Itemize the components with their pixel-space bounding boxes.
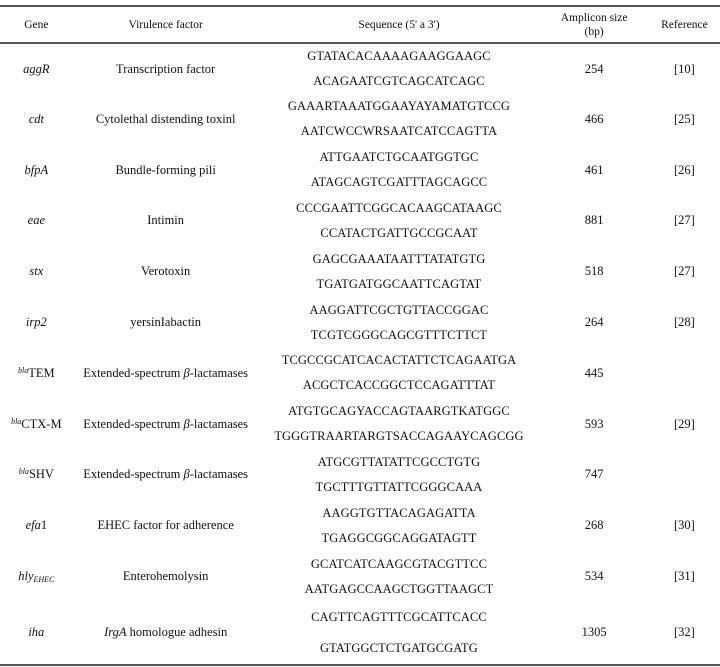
gene-name: TEM: [28, 365, 55, 380]
header-reference: Reference: [649, 6, 720, 43]
reverse-primer: ACAGAATCGTCAGCATCAGC: [313, 74, 485, 88]
table-row: [0, 602, 720, 665]
forward-primer: GAGCGAAATAATTTATATGTG: [312, 251, 486, 266]
forward-primer: AAGGATTCGCTGTTACCGGAC: [309, 302, 489, 317]
reverse-primer: CCATACTGATTGCCGCAAT: [320, 225, 478, 240]
virulence-factor-cell: [73, 399, 259, 450]
forward-primer: CAGTTCAGTTTCGCATTCACC: [311, 609, 487, 624]
table-row: [0, 145, 720, 196]
sequence-cell: [259, 297, 540, 348]
sequence-cell: [259, 43, 540, 94]
virulence-factor-text: Extended-spectrum: [83, 416, 184, 431]
virulence-factor-text: Enterohemolysin: [122, 569, 209, 584]
virulence-factor-cell: [73, 94, 259, 145]
reverse-primer: TCGTCGGGCAGCGTTTCTTCT: [310, 327, 488, 342]
virulence-factor-text: EHEC factor for adherence: [97, 518, 234, 533]
reverse-primer: AATCWCCWRSAATCATCCAGTTA: [300, 124, 498, 139]
amplicon-size-cell: 1305: [539, 602, 649, 665]
reference-cell: [30]: [674, 518, 695, 533]
table-row: [0, 246, 720, 297]
sequence-cell: [259, 145, 540, 196]
sequence-cell: [259, 246, 540, 297]
virulence-factor-text: Verotoxin: [140, 264, 191, 279]
reference-cell: [10]: [674, 61, 695, 76]
reference-cell: [29]: [674, 416, 695, 431]
gene-cell: [0, 399, 73, 450]
virulence-factor-suffix: -lactamases: [189, 365, 249, 380]
virulence-factor-suffix: -lactamases: [189, 416, 249, 431]
amplicon-size-cell: 445: [584, 365, 604, 380]
gene-name: efa: [25, 518, 41, 533]
header-amplicon-line1: Amplicon size: [560, 11, 628, 24]
virulence-factor-cell: [73, 43, 259, 94]
table-row: [0, 500, 720, 551]
amplicon-size-cell: 264: [584, 315, 604, 330]
sequence-cell: [259, 602, 540, 665]
amplicon-size-cell: 466: [584, 111, 604, 126]
reverse-primer: ACGCTCACCGGCTCCAGATTTAT: [302, 378, 496, 393]
reverse-primer: AATGAGCCAAGCTGGTTAAGCT: [304, 581, 494, 596]
virulence-factor-text: Cytolethal distending toxinl: [95, 111, 236, 126]
gene-cell: [0, 297, 73, 348]
virulence-factor-italic: β: [183, 416, 190, 431]
gene-cell: [0, 145, 73, 196]
reference-cell: [25]: [674, 111, 695, 126]
header-amplicon-size: [539, 6, 649, 43]
virulence-factor-cell: [73, 196, 259, 247]
reference-cell: [31]: [674, 569, 695, 584]
forward-primer: ATGCGTTATATTCGCCTGTG: [317, 454, 481, 469]
reference-cell: [27]: [674, 213, 695, 228]
table-row: [0, 196, 720, 247]
forward-primer: ATGTGCAGYACCAGTAARGTKATGGC: [288, 404, 510, 419]
amplicon-size-cell: 254: [584, 61, 604, 76]
header-sequence: Sequence (5' a 3'): [259, 6, 540, 43]
reverse-primer: ATAGCAGTCGATTTAGCAGCC: [310, 175, 488, 190]
virulence-factor-cell: [73, 145, 259, 196]
gene-cell: [0, 500, 73, 551]
reference-cell: [26]: [674, 162, 695, 177]
table-header: [0, 6, 720, 43]
reverse-primer: TGAGGCGGCAGGATAGTT: [321, 530, 477, 545]
table-row: [0, 94, 720, 145]
table-row: [0, 297, 720, 348]
virulence-factor-text: Intimin: [147, 213, 185, 228]
amplicon-size-cell: 747: [584, 467, 604, 482]
virulence-factor-italic: IrgA: [104, 625, 127, 640]
virulence-factor-cell: [73, 348, 259, 399]
forward-primer: TCGCCGCATCACACTATTCTCAGAATGA: [281, 353, 517, 368]
header-virulence-factor: Virulence factor: [73, 6, 259, 43]
virulence-factor-cell: [73, 551, 259, 602]
gene-superscript: bla: [18, 467, 29, 477]
amplicon-size-cell: 268: [584, 518, 604, 533]
primer-table: [0, 5, 720, 666]
gene-name: eae: [27, 213, 45, 228]
sequence-cell: [259, 348, 540, 399]
gene-cell: [0, 450, 73, 501]
virulence-factor-text: yersinIabactin: [130, 315, 202, 330]
sequence-cell: [259, 94, 540, 145]
header-amplicon-line2: (bp): [584, 25, 604, 38]
gene-name: stx: [29, 264, 44, 279]
virulence-factor-text: Extended-spectrum: [83, 365, 184, 380]
gene-superscript: bla: [18, 365, 29, 375]
reverse-primer: TGATGATGGCAATTCAGTAT: [316, 276, 482, 291]
amplicon-size-cell: 461: [584, 162, 604, 177]
virulence-factor-suffix: -lactamases: [189, 467, 249, 482]
gene-cell: [0, 348, 73, 399]
sequence-cell: [259, 500, 540, 551]
gene-name: SHV: [28, 467, 54, 482]
virulence-factor-italic: β: [183, 467, 190, 482]
virulence-factor-text: Transcription factor: [116, 61, 216, 76]
virulence-factor-cell: [73, 246, 259, 297]
reverse-primer: GTATGGCTCTGATGCGATG: [320, 640, 478, 655]
amplicon-size-cell: 518: [584, 264, 604, 279]
gene-cell: [0, 246, 73, 297]
table-row: [0, 399, 720, 450]
virulence-factor-text: Bundle-forming pili: [115, 162, 216, 177]
forward-primer: GAAARTAAATGGAAYAYAMATGTCCG: [287, 99, 511, 114]
forward-primer: AAGGTGTTACAGAGATTA: [322, 505, 476, 520]
forward-primer: GCATCATCAAGCGTACGTTCC: [310, 556, 488, 571]
sequence-cell: [259, 196, 540, 247]
virulence-factor-text: Extended-spectrum: [83, 467, 184, 482]
virulence-factor-cell: [73, 500, 259, 551]
amplicon-size-cell: 881: [584, 213, 604, 228]
gene-cell: [0, 602, 73, 665]
reverse-primer: TGGGTRAARTARGTSACCAGAAYCAGCGG: [274, 429, 524, 444]
reference-cell: [649, 348, 720, 399]
gene-name: irp2: [25, 315, 47, 330]
gene-name: cdt: [28, 111, 44, 126]
gene-name: aggR: [23, 61, 50, 76]
gene-name: CTX-M: [21, 416, 62, 431]
amplicon-size-cell: 593: [584, 416, 604, 431]
virulence-factor-cell: [73, 602, 259, 665]
forward-primer: CCCGAATTCGGCACAAGCATAAGC: [296, 200, 502, 215]
reference-cell: [649, 450, 720, 501]
table-row: [0, 43, 720, 94]
gene-name: iha: [28, 625, 45, 640]
sequence-cell: [259, 450, 540, 501]
reference-cell: [32]: [649, 602, 720, 665]
gene-name: bfpA: [24, 162, 49, 177]
gene-cell: [0, 196, 73, 247]
gene-suffix: 1: [40, 518, 48, 533]
virulence-factor-italic: β: [183, 365, 190, 380]
virulence-factor-cell: [73, 297, 259, 348]
reverse-primer: TGCTTTGTTATTCGGGCAAA: [315, 479, 483, 494]
gene-cell: [0, 43, 73, 94]
gene-name: hly: [18, 569, 34, 584]
forward-primer: GTATACACAAAAGAAGGAAGC: [307, 49, 491, 63]
table-row: [0, 450, 720, 501]
gene-cell: [0, 551, 73, 602]
gene-subscript: EHEC: [33, 575, 55, 585]
table-row: [0, 348, 720, 399]
header-gene: Gene: [0, 6, 73, 43]
gene-cell: [0, 94, 73, 145]
sequence-cell: [259, 551, 540, 602]
gene-superscript: bla: [11, 416, 22, 426]
reference-cell: [28]: [674, 315, 695, 330]
reference-cell: [27]: [674, 264, 695, 279]
forward-primer: ATTGAATCTGCAATGGTGC: [319, 150, 479, 165]
sequence-cell: [259, 399, 540, 450]
amplicon-size-cell: 534: [584, 569, 604, 584]
virulence-factor-cell: [73, 450, 259, 501]
virulence-factor-suffix: homologue adhesin: [126, 625, 228, 640]
table-row: [0, 551, 720, 602]
